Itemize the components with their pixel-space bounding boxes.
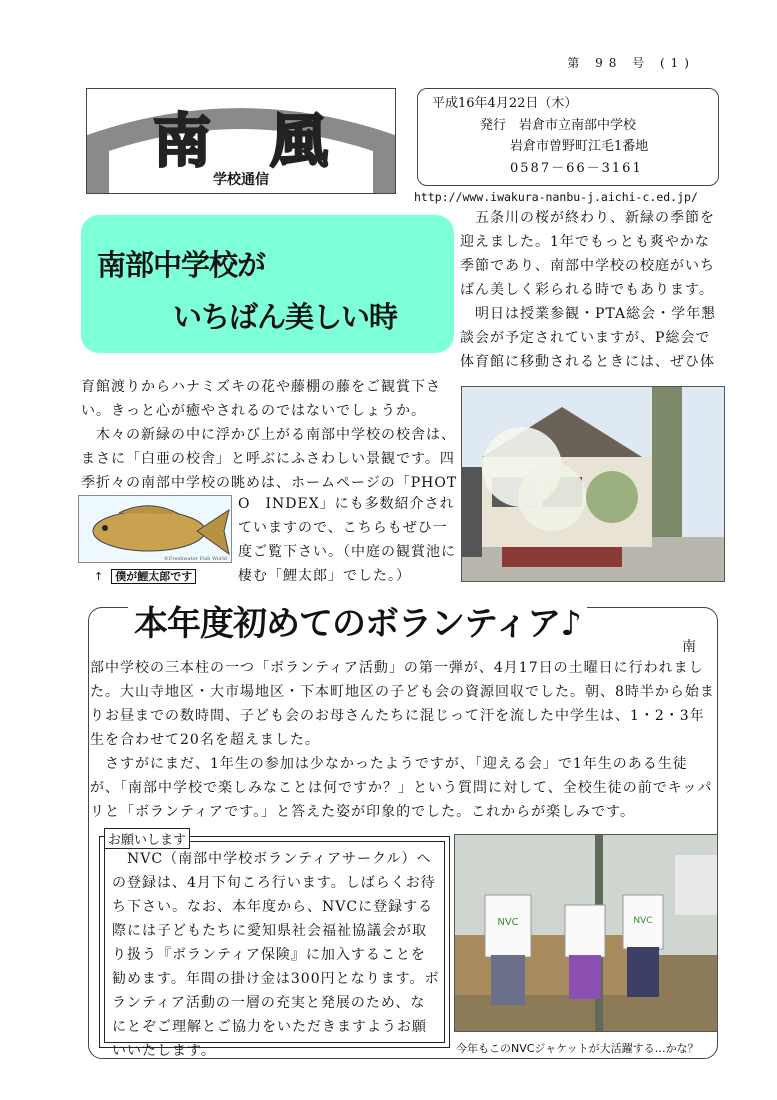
publication-info <box>417 88 719 186</box>
masthead-title-2: 風 <box>269 107 329 175</box>
school-address: 岩倉市曽野町江毛1番地 <box>510 139 649 154</box>
up-arrow-icon: ↑ <box>94 570 104 583</box>
volunteer-article-body: 部中学校の三本柱の一つ「ボランティア活動」の第一弾が、4月17日の土曜日に行われました。大山寺地区・大市場地区・下本町地区の子ども会の資源回収でした。朝、8時半から始まりお昼までの数時間、子ども会のお母さんたちに混じって汗を流した中学生は、1・2・3年生を合わせて20名を超えました。 さすがにまだ、1年生の参加は少なかったようですが、「迎える会」で1年生のある生徒が、「南部中学校で楽しみなことは何ですか？」という質問に対して、全校生徒の前でキッパリと「ボランティアです。」と答えた姿が印象的でした。これからが楽しみです。 <box>90 660 715 820</box>
school-url[interactable]: http://www.iwakura-nanbu-j.aichi-c.ed.jp/ <box>414 190 698 204</box>
headline-line-2: いちばん美しい時 <box>173 300 398 334</box>
headline-line-1: 南部中学校が <box>97 248 266 282</box>
volunteer-article-title: 本年度初めてのボランティア♪ <box>128 596 587 645</box>
fish-caption-label: 僕が鯉太郎です <box>111 569 196 584</box>
school-phone: 0587－66－3161 <box>510 161 643 176</box>
publisher: 発行 岩倉市立南部中学校 <box>480 118 637 133</box>
article1-intro: 五条川の桜が終わり、新緑の季節を迎えました。1年でもっとも爽やかな季節であり、南部中学校の校庭がいちばん美しく彩られる時でもあります。 明日は授業参観・PTA総会・学年懇談会が予定されていますが、P総会で体育館に移動されるときには、ぜひ体 <box>460 210 717 370</box>
masthead-logo <box>86 88 396 194</box>
issue-date: 平成16年4月22日（木） <box>432 96 578 111</box>
fish-credit: ©Freshwater Fish World <box>163 556 227 562</box>
school-building-photo <box>461 386 725 582</box>
article1-headline <box>81 215 454 353</box>
masthead-subtitle: 学校通信 <box>213 172 269 188</box>
masthead-title-1: 南 <box>152 107 212 175</box>
fish-caption <box>94 568 196 584</box>
volunteer-lead-char: 南 <box>682 639 696 655</box>
jacket-logo-1: NVC <box>497 917 519 928</box>
carp-illustration <box>78 495 232 563</box>
request-text: NVC（南部中学校ボランティアサークル）への登録は、4月下旬ころ行います。しばらくお待ち下さい。なお、本年度から、NVCに登録する際には子どもたちに愛知県社会福祉協議会が取り扱う『ボランティア保険』に加入することを勧めます。年間の掛け金は300円となります。ボランティア活動の一層の充実と発展のため、なにとぞご理解とご協力をいただきますようお願いいたします。 <box>112 851 440 1059</box>
article1-continued: 育館渡りからハナミズキの花や藤棚の藤をご観賞下さい。きっと心が癒やされるのではないでしょうか。 木々の新緑の中に浮かび上がる南部中学校の校舎は、まさに「白亜の校舎」と呼ぶにふさわしい景観です。四季折々の南部中学校の眺めは、ホームページの「PHOT <box>81 379 458 491</box>
issue-number: 第 98 号 (1) <box>567 56 695 70</box>
jacket-logo-2: NVC <box>633 916 653 926</box>
volunteer-photo-caption: 今年もこのNVCジャケットが大活躍する…かな？ <box>456 1042 699 1055</box>
article1-side-text: O INDEX」にも多数紹介されていますので、こちらもぜひ一度ご覧下さい。（中庭の観賞池に棲む「鯉太郎」でした。） <box>238 496 456 584</box>
request-label: お願いします <box>104 828 190 849</box>
volunteer-photo <box>454 834 718 1032</box>
